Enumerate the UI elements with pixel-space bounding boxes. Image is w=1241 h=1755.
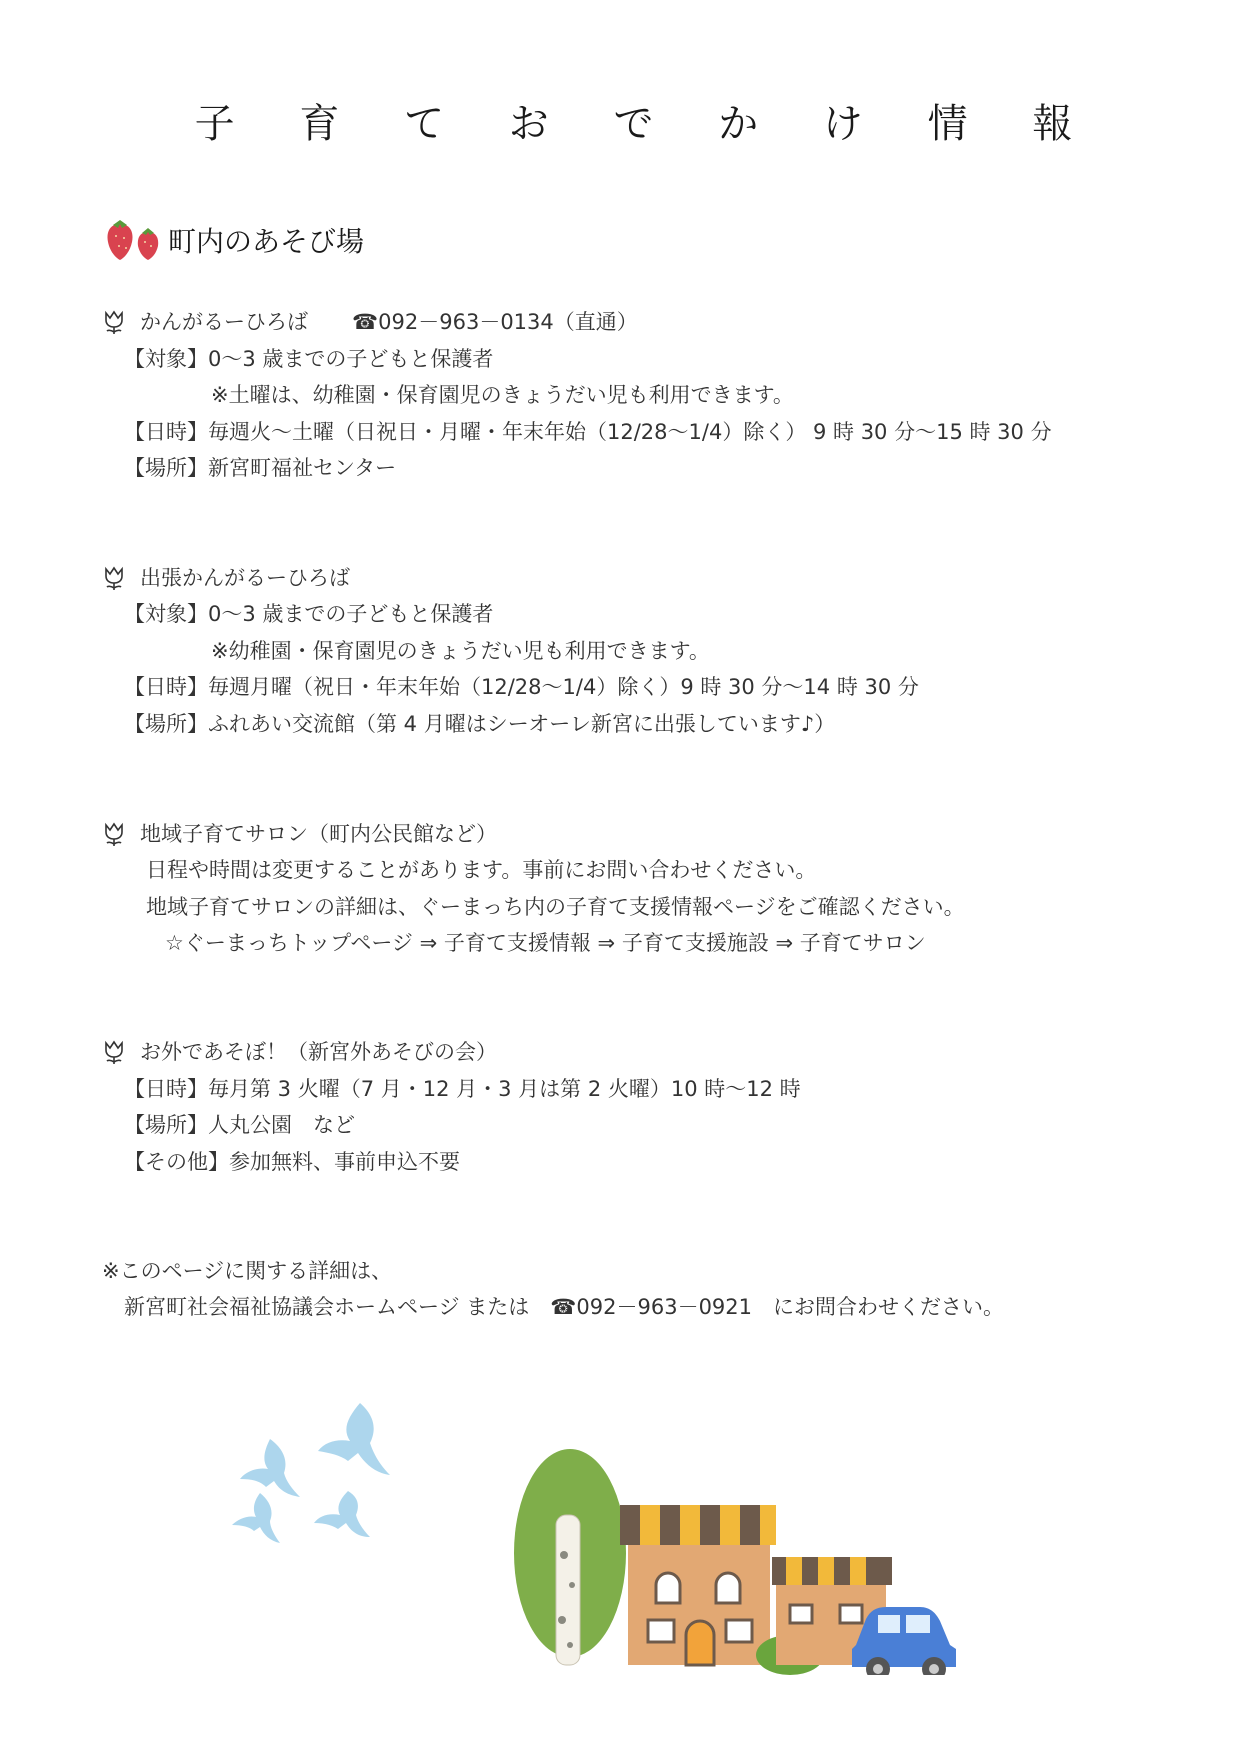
- item-line: 【日時】毎月第 3 火曜（7 月・12 月・3 月は第 2 火曜）10 時～12 時: [124, 1077, 801, 1101]
- item-name: 地域子育てサロン（町内公民館など）: [140, 822, 497, 846]
- item-line: 地域子育てサロンの詳細は、ぐーまっち内の子育て支援情報ページをご確認ください。: [146, 895, 965, 919]
- tulip-icon: [102, 565, 126, 591]
- tulip-icon: [102, 821, 126, 847]
- item-line: ☆ぐーまっちトップページ ⇒ 子育て支援情報 ⇒ 子育て支援施設 ⇒ 子育てサロン: [165, 931, 926, 955]
- item-title: [102, 308, 638, 336]
- item-line: 【場所】新宮町福祉センター: [124, 456, 397, 480]
- item-name: 出張かんがるーひろば: [140, 566, 350, 590]
- item-name: お外であそぼ！（新宮外あそびの会）: [140, 1040, 497, 1064]
- strawberry-icon: [104, 218, 166, 262]
- item-line: 日程や時間は変更することがあります。事前にお問い合わせください。: [146, 858, 817, 882]
- item-title: [102, 820, 497, 848]
- item-line: 【その他】参加無料、事前申込不要: [124, 1150, 460, 1174]
- page-title: 子 育 て お で か け 情 報: [194, 101, 1099, 147]
- item-line: 【場所】ふれあい交流館（第 4 月曜はシーオーレ新宮に出張しています♪）: [124, 712, 836, 736]
- item-line: ※幼稚園・保育園児のきょうだい児も利用できます。: [211, 639, 710, 663]
- item-title: [102, 1038, 497, 1066]
- item-line: 【日時】毎週火～土曜（日祝日・月曜・年末年始（12/28～1/4）除く） 9 時 30 分～15 時 30 分: [124, 420, 1052, 444]
- item-name: かんがるーひろば: [140, 310, 308, 334]
- note-line: ※このページに関する詳細は、: [102, 1259, 393, 1283]
- section-heading-label: 町内のあそび場: [168, 225, 365, 258]
- item-phone: ☎092－963－0134（直通）: [352, 310, 638, 334]
- note-line: 新宮町社会福祉協議会ホームページ または ☎092－963－0921 にお問合わせください。: [124, 1295, 1005, 1319]
- item-line: 【場所】人丸公園 など: [124, 1113, 355, 1137]
- item-line: 【対象】0～3 歳までの子どもと保護者: [124, 347, 494, 371]
- birds-illustration: [230, 1395, 450, 1555]
- tulip-icon: [102, 309, 126, 335]
- item-line: 【日時】毎週月曜（祝日・年末年始（12/28～1/4）除く）9 時 30 分～14 時 30 分: [124, 675, 919, 699]
- item-line: 【対象】0～3 歳までの子どもと保護者: [124, 602, 494, 626]
- item-line: ※土曜は、幼稚園・保育園児のきょうだい児も利用できます。: [211, 383, 794, 407]
- town-illustration: [510, 1445, 980, 1675]
- item-title: [102, 564, 350, 592]
- tulip-icon: [102, 1039, 126, 1065]
- section-heading: [104, 218, 364, 262]
